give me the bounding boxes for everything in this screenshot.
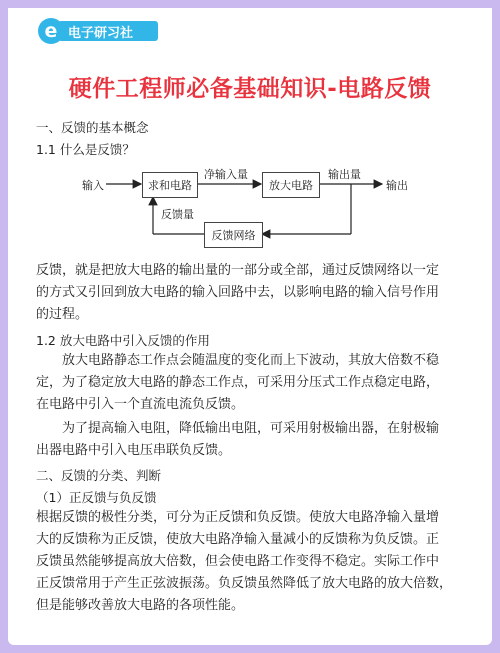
net-input-label: 净输入量 [204, 168, 248, 181]
page-title: 硬件工程师必备基础知识-电路反馈 [68, 76, 432, 102]
diagram-input-label: 输入 [82, 179, 104, 192]
diagram-output-label: 输出 [386, 179, 408, 192]
summing-circuit-box: 求和电路 [142, 172, 198, 198]
amplifier-box: 放大电路 [262, 172, 320, 198]
paragraph-emitter-follower: 为了提高输入电阻，降低输出电阻，可采用射极输出器，在射极输 出器电路中引入电压串联负反馈。 [36, 421, 440, 458]
paragraph-feedback-polarity: 根据反馈的极性分类，可分为正反馈和负反馈。使放大电路净输入量增 大的反馈称为正反馈，使放大电路净输入量减小的反馈称为负反馈。正 反馈虽然能够提高放大倍数，但会使电路工作变得不稳定。实际工作中 正反馈常用于产生正弦波振荡。负反馈虽然降低了放大电路的放大倍数， 但是能够改善放大电路的各项性能。 [36, 510, 453, 613]
brand-name: 电子研习社 [68, 26, 134, 41]
brand-header [8, 8, 492, 52]
definition-paragraph: 反馈，就是把放大电路的输出量的一部分或全部，通过反馈网络以一定 的方式又引回到放大电路的输入回路中去，以影响电路的输入信号作用 的过程。 [36, 263, 440, 322]
paragraph-static-point: 放大电路静态工作点会随温度的变化而上下波动，其放大倍数不稳 定，为了稳定放大电路的静态工作点，可采用分压式工作点稳定电路， 在电路中引入一个直流电流负反馈。 [36, 353, 440, 412]
section-heading-2: 二、反馈的分类、判断 [36, 468, 162, 483]
output-quantity-label: 输出量 [328, 168, 361, 181]
section-heading-1: 一、反馈的基本概念 [36, 120, 149, 135]
question-1-2: 1.2 放大电路中引入反馈的作用 [36, 333, 210, 348]
subheading-positive-negative: （1）正反馈与负反馈 [36, 490, 157, 505]
feedback-network-box: 反馈网络 [204, 222, 263, 248]
feedback-quantity-label: 反馈量 [161, 208, 194, 221]
article-card [8, 8, 492, 645]
question-1-1: 1.1 什么是反馈？ [36, 142, 135, 157]
e-logo-icon: e [38, 18, 64, 44]
